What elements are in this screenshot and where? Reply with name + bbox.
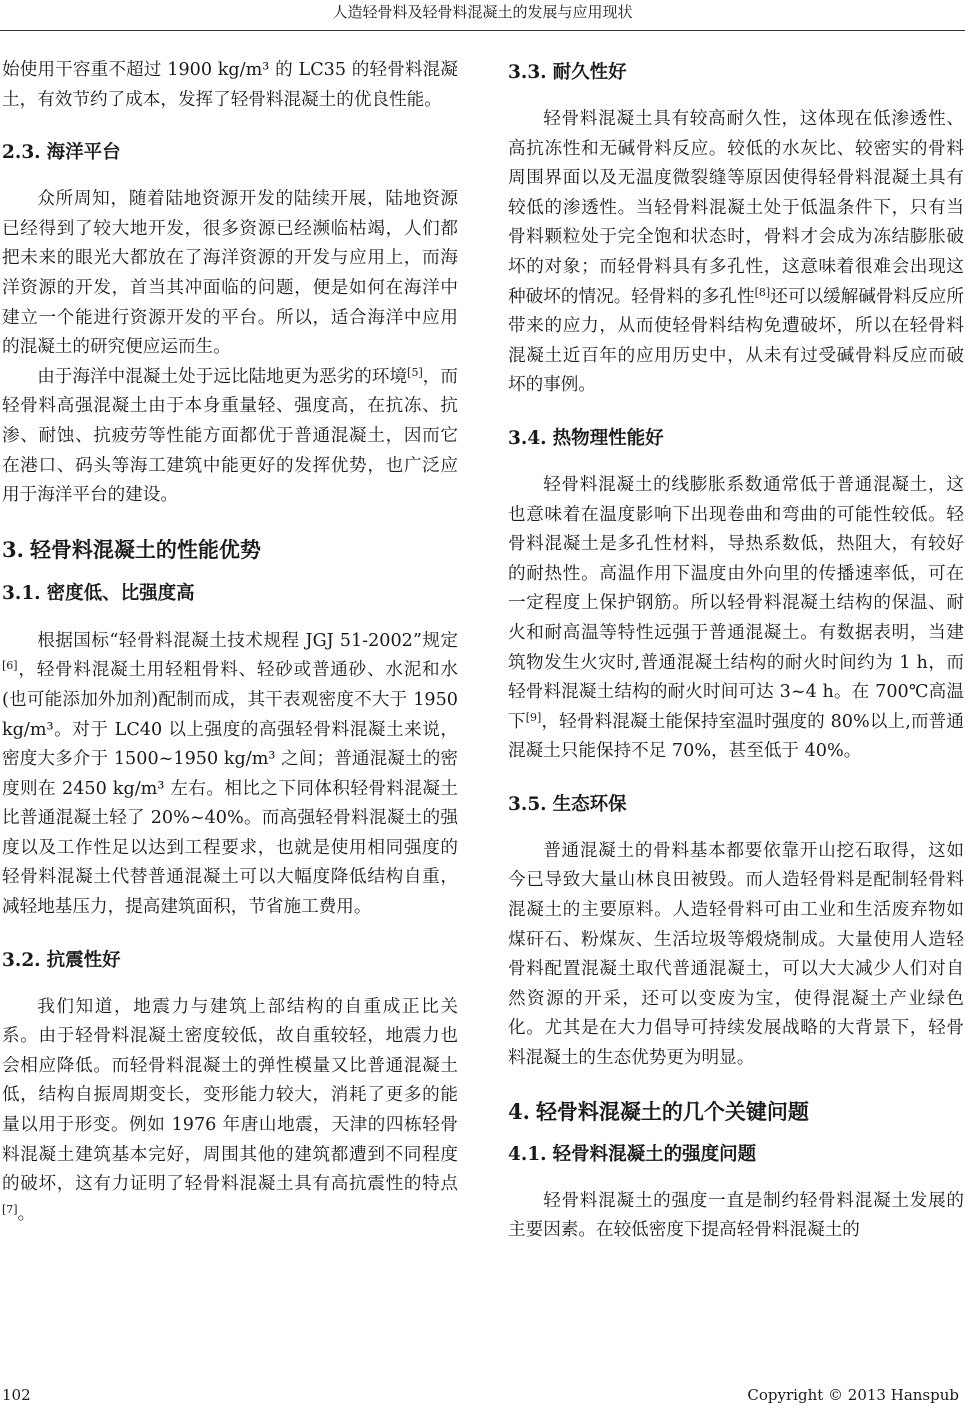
heading-number: 3.5. bbox=[508, 793, 547, 815]
paragraph-3-4-1 bbox=[508, 471, 964, 767]
heading-number: 2.3. bbox=[2, 142, 41, 164]
paragraph-text: 轻骨料混凝土具有较高耐久性，这体现在低渗透性、高抗冻性和无碱骨料反应。较低的水灰比、较密实的骨料周围界面以及无温度微裂缝等原因使得轻骨料混凝土具有较低的渗透性。当轻骨料混凝土处于低温条件下，只有当骨料颗粒处于完全饱和状态时，骨料才会成为冻结膨胀破坏的对象；而轻骨料具有多孔性，这意味着很难会出现这种破坏的情况。轻骨料的多孔性 bbox=[508, 109, 964, 307]
heading-4-1 bbox=[508, 1142, 964, 1168]
paragraph-3-3-1 bbox=[508, 105, 964, 401]
citation-ref: [8] bbox=[754, 285, 771, 299]
paragraph-text: 轻骨料混凝土的线膨胀系数通常低于普通混凝土，这也意味着在温度影响下出现卷曲和弯曲的可能性较低。轻骨料混凝土是多孔性材料，导热系数低，热阻大，有较好的耐热性。高温作用下温度由外向里的传播速率低，可在一定程度上保护钢筋。所以轻骨料混凝土结构的保温、耐火和耐高温等特性远强于普通混凝土。有数据表明，当建筑物发生火灾时,普通混凝土结构的耐火时间约为 1 h，而轻骨料混凝土结构的耐火时间可达 3~4 h。在 700℃高温下 bbox=[508, 474, 964, 732]
heading-title: 耐久性好 bbox=[552, 62, 627, 83]
citation-ref: [7] bbox=[2, 1202, 18, 1216]
heading-2-3 bbox=[2, 140, 458, 166]
heading-3-1 bbox=[2, 581, 458, 607]
heading-number: 3.1. bbox=[2, 582, 41, 604]
heading-title: 抗震性好 bbox=[46, 949, 121, 971]
heading-number: 4.1. bbox=[508, 1143, 547, 1165]
heading-3-5 bbox=[508, 792, 964, 818]
heading-3-2 bbox=[2, 948, 458, 974]
heading-title: 密度低、比强度高 bbox=[46, 582, 195, 604]
paragraph-4-1-1: 轻骨料混凝土的强度一直是制约轻骨料混凝土发展的主要因素。在较低密度下提高轻骨料混凝土的 bbox=[508, 1190, 964, 1241]
heading-number: 4. bbox=[508, 1098, 530, 1124]
paragraph-text: 由于海洋中混凝土处于远比陆地更为恶劣的环境 bbox=[37, 366, 408, 387]
paragraph-text: 我们知道，地震力与建筑上部结构的自重成正比关系。由于轻骨料混凝土密度较低，故自重较轻，地震力也会相应降低。而轻骨料混凝土的弹性模量又比普通混凝土低，结构自振周期变长，变形能力较大，消耗了更多的能量以用于形变。例如 1976 年唐山地震，天津的四栋轻骨料混凝土建筑基本完好，周围其他的建筑都遭到不同程度的破坏，这有力证明了轻骨料混凝土具有高抗震性的特点 bbox=[2, 996, 458, 1195]
copyright-notice: Copyright © 2013 Hanspub bbox=[747, 1386, 959, 1404]
paragraph-2-3-2 bbox=[2, 363, 458, 511]
heading-number: 3.2. bbox=[2, 949, 41, 971]
heading-title: 轻骨料混凝土的性能优势 bbox=[29, 537, 261, 562]
heading-title: 海洋平台 bbox=[46, 142, 121, 164]
paragraph-3-5-1: 普通混凝土的骨料基本都要依靠开山挖石取得，这如今已导致大量山林良田被毁。而人造轻骨料是配制轻骨料混凝土的主要原料。人造轻骨料可由工业和生活废弃物如煤矸石、粉煤灰、生活垃圾等煅烧制成。大量使用人造轻骨料配置混凝土取代普通混凝土，可以大大减少人们对自然资源的开采，还可以变废为宝，使得混凝土产业绿色化。尤其是在大力倡导可持续发展战略的大背景下，轻骨料混凝土的生态优势更为明显。 bbox=[508, 840, 964, 1069]
heading-number: 3.4. bbox=[508, 427, 547, 449]
heading-title: 生态环保 bbox=[552, 793, 627, 815]
heading-3-3 bbox=[508, 60, 964, 86]
paragraph-3-1-1 bbox=[2, 627, 458, 923]
intro-continuation: 始使用干容重不超过 1900 kg/m³ 的 LC35 的轻骨料混凝土，有效节约了成本，发挥了轻骨料混凝土的优良性能。 bbox=[2, 60, 458, 110]
citation-ref: [9] bbox=[525, 710, 542, 724]
paragraph-text: ，而轻骨料高强混凝土由于本身重量轻、强度高，在抗冻、抗渗、耐蚀、抗疲劳等性能方面都优于普通混凝土，因而它在港口、码头等海工建筑中能更好的发挥优势，也广泛应用于海洋平台的建设。 bbox=[2, 366, 458, 506]
citation-ref: [5] bbox=[407, 365, 423, 379]
heading-title: 热物理性能好 bbox=[552, 427, 664, 449]
heading-3-4 bbox=[508, 426, 964, 452]
heading-title: 轻骨料混凝土的强度问题 bbox=[552, 1143, 757, 1165]
right-column bbox=[508, 56, 964, 1246]
heading-number: 3.3. bbox=[508, 62, 547, 83]
heading-4 bbox=[508, 1097, 964, 1127]
running-title: 人造轻骨料及轻骨料混凝土的发展与应用现状 bbox=[332, 3, 633, 21]
heading-number: 3. bbox=[2, 536, 24, 562]
citation-ref: [6] bbox=[2, 659, 18, 673]
paragraph-text: ，轻骨料混凝土能保持室温时强度的 80%以上,而普通混凝土只能保持不足 70%，甚至低于 40%。 bbox=[508, 711, 964, 762]
paragraph-text: 还可以缓解碱骨料反应所带来的应力，从而使轻骨料结构免遭破坏，所以在轻骨料混凝土近百年的应用历史中，从未有过受碱骨料反应而破坏的事例。 bbox=[508, 286, 964, 396]
heading-title: 轻骨料混凝土的几个关键问题 bbox=[535, 1099, 809, 1124]
paragraph-3-2-1 bbox=[2, 993, 458, 1230]
paragraph-text: 根据国标“轻骨料混凝土技术规程 JGJ 51-2002”规定 bbox=[37, 630, 458, 651]
page-number: 102 bbox=[2, 1386, 31, 1404]
left-column bbox=[2, 56, 458, 1229]
heading-3 bbox=[2, 535, 458, 565]
running-header bbox=[0, 0, 965, 31]
paragraph-text: 。 bbox=[17, 1203, 36, 1224]
paragraph-2-3-1: 众所周知，随着陆地资源开发的陆续开展，陆地资源已经得到了较大地开发，很多资源已经濒临枯竭，人们都把未来的眼光大都放在了海洋资源的开发与应用上，而海洋资源的开发，首当其冲面临的问题，便是如何在海洋中建立一个能进行资源开发的平台。所以，适合海洋中应用的混凝土的研究便应运而生。 bbox=[2, 189, 458, 358]
paragraph-text: ，轻骨料混凝土用轻粗骨料、轻砂或普通砂、水泥和水(也可能添加外加剂)配制而成，其干表观密度不大于 1950 kg/m³。对于 LC40 以上强度的高强轻骨料混凝土来说，密度大多介于 1500~1950 kg/m³ 之间；普通混凝土的密度则在 2450 kg/m³ 左右。相比之下同体积轻骨料混凝土比普通混凝土轻了 20%~40%。而高强轻骨料混凝土的强度以及工作性足以达到工程要求，也就是使用相同强度的轻骨料混凝土代替普通混凝土可以大幅度降低结构自重，减轻地基压力，提高建筑面积，节省施工费用。 bbox=[2, 660, 458, 918]
